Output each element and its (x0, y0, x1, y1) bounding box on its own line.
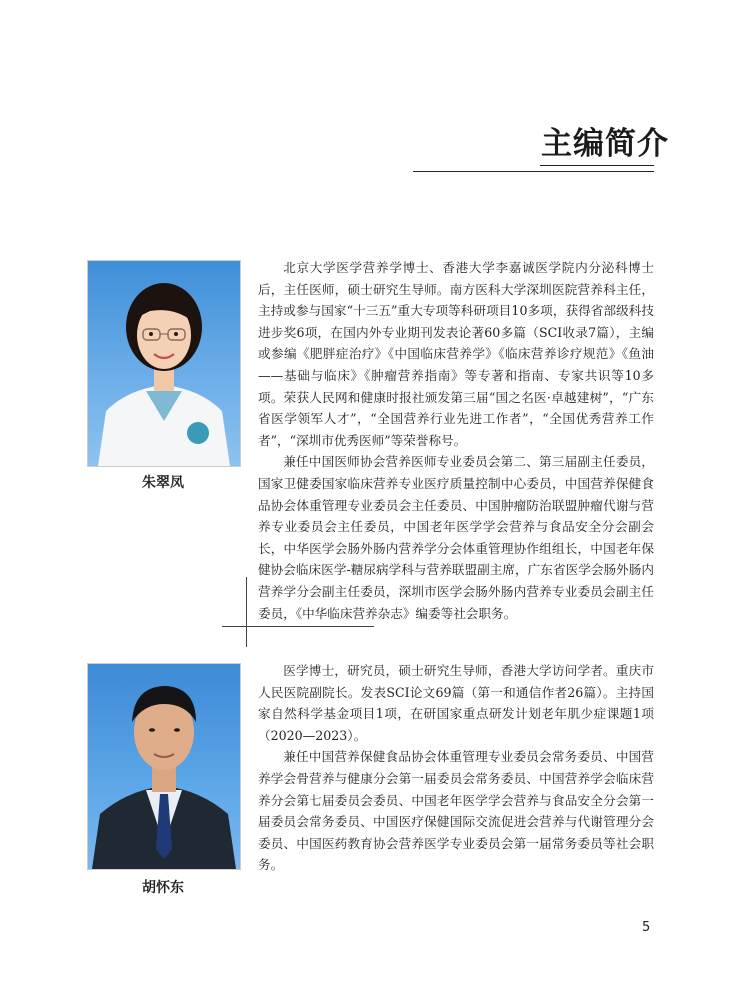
bio-paragraph: 兼任中国营养保健食品协会体重管理专业委员会常务委员、中国营养学会骨营养与健康分会第一届委员会常务委员、中国营养学会临床营养分会第七届委员会委员、中国老年医学学会营养与食品安全分会第一届委员会常务委员、中国医疗保健国际交流促进会营养与代谢管理分会委员、中国医药教育协会营养医学专业委员会第一届常务委员等社会职务。 (258, 749, 654, 873)
page-number: 5 (642, 920, 651, 935)
editor-photo-hu (87, 663, 241, 870)
title-rule (413, 171, 654, 172)
page-title: 主编简介 (541, 126, 669, 162)
editor-name-zhu: 朱翠凤 (142, 475, 184, 491)
bio-paragraph: 北京大学医学营养学博士、香港大学李嘉诚医学院内分泌科博士后，主任医师，硕士研究生导师。南方医科大学深圳医院营养科主任，主持或参与国家“十三五”重大专项等科研项目10多项，获得省部级科技进步奖6项，在国内外专业期刊发表论著60多篇（SCI收录7篇），主编或参编《肥胖症治疗》《中国临床营养学》《临床营养诊疗规范》《鱼油——基础与临床》《肿瘤营养指南》等专著和指南、专家共识等10多项。荣获人民网和健康时报社颁发第三届“国之名医·卓越建树”，“广东省医学领军人才”，“全国营养行业先进工作者”，“全国优秀营养工作者”，“深圳市优秀医师”等荣誉称号。 (258, 260, 654, 448)
editor-bio-zhu (258, 257, 654, 624)
bio-paragraph: 医学博士，研究员，硕士研究生导师，香港大学访问学者。重庆市人民医院副院长。发表SCI论文69篇（第一和通信作者26篇）。主持国家自然科学基金项目1项，在研国家重点研发计划老年肌少症课题1项（2020—2023）。 (258, 663, 654, 743)
editor-photo-zhu (87, 260, 241, 467)
editor-name-hu: 胡怀东 (142, 880, 184, 896)
portrait-female (88, 261, 240, 466)
crop-mark-vertical (246, 577, 247, 647)
bio-paragraph: 兼任中国医师协会营养医师专业委员会第二、第三届副主任委员，国家卫健委国家临床营养专业医疗质量控制中心委员，中国营养保健食品协会体重管理专业委员会主任委员、中国肿瘤防治联盟肿瘤代谢与营养专业委员会主任委员，中国老年医学学会营养与食品安全分会副会长，中华医学会肠外肠内营养学分会体重管理协作组组长，中国老年保健协会临床医学-糖尿病学科与营养联盟副主席，广东省医学会肠外肠内营养学分会副主任委员，深圳市医学会肠外肠内营养专业委员会副主任委员，《中华临床营养杂志》编委等社会职务。 (258, 454, 654, 621)
editor-bio-hu (258, 660, 654, 876)
portrait-male (88, 664, 240, 869)
crop-mark-horizontal (222, 626, 374, 627)
title-underline (540, 165, 654, 166)
